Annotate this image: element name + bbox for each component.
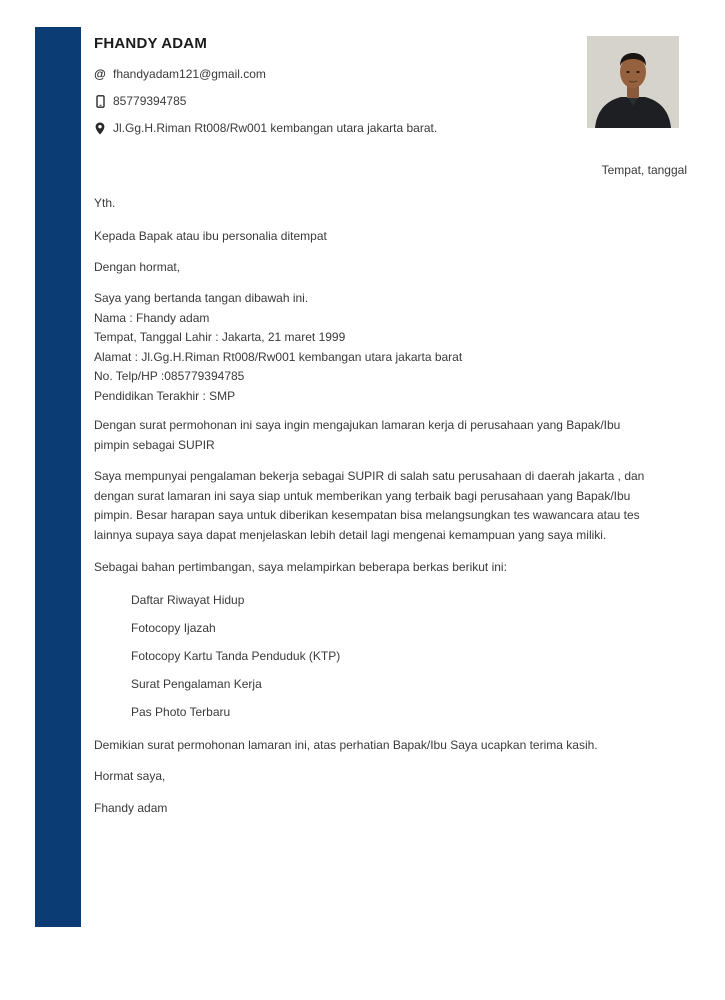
address-row [94,121,437,135]
purpose-paragraph [94,416,694,455]
attachments-intro: Sebagai bahan pertimbangan, saya melampirkan beberapa berkas berikut ini: [94,560,507,574]
phone-row [94,94,186,108]
signature-name: Fhandy adam [94,801,168,815]
detail-name: Nama : Fhandy adam [94,310,210,325]
experience-line: Saya mempunyai pengalaman bekerja sebagai SUPIR di salah satu perusahaan di daerah jakarta , dan [94,469,645,483]
closing-line: Demikian surat permohonan lamaran ini, atas perhatian Bapak/Ibu Saya ucapkan terima kasih. [94,738,598,752]
email-text: fhandyadam121@gmail.com [113,67,266,81]
experience-paragraph [94,467,694,545]
phone-text: 85779394785 [113,94,187,108]
sidebar-accent-bar [35,27,81,927]
experience-line: pimpin. Besar harapan saya untuk diberikan kesempatan bisa melangsungkan tes wawancara atau tes [94,508,640,522]
location-pin-icon [94,121,106,135]
email-row [94,67,266,81]
greeting: Dengan hormat, [94,260,181,274]
detail-address: Alamat : Jl.Gg.H.Riman Rt008/Rw001 kembangan utara jakarta barat [94,349,463,364]
experience-line: lainnya supaya saya dapat menjelaskan lebih detail lagi mengenai kemampuan yang saya miliki. [94,527,607,542]
applicant-name: FHANDY ADAM [94,35,208,52]
attachment-item: Pas Photo Terbaru [131,705,231,719]
detail-birth: Tempat, Tanggal Lahir : Jakarta, 21 maret 1999 [94,330,346,344]
attachment-item: Surat Pengalaman Kerja [131,677,262,691]
salutation-yth: Yth. [94,196,116,210]
personal-details-block [94,289,694,406]
purpose-line: Dengan surat permohonan ini saya ingin mengajukan lamaran kerja di perusahaan yang Bapak/Ibu [94,418,621,432]
profile-photo [587,36,679,128]
recipient-line: Kepada Bapak atau ibu personalia ditempat [94,229,327,243]
phone-icon [94,94,106,108]
regards: Hormat saya, [94,769,166,783]
address-text: Jl.Gg.H.Riman Rt008/Rw001 kembangan utara jakarta barat. [113,121,438,135]
experience-line: dengan surat lamaran ini saya siap untuk memberikan yang terbaik bagi perusahaan yang Bapak/Ibu [94,488,631,503]
detail-education: Pendidikan Terakhir : SMP [94,388,236,403]
detail-phone: No. Telp/HP :085779394785 [94,369,245,383]
purpose-line: pimpin sebagai SUPIR [94,437,215,452]
place-date: Tempat, tanggal [601,163,687,177]
intro-line: Saya yang bertanda tangan dibawah ini. [94,291,309,305]
attachment-item: Fotocopy Ijazah [131,621,216,635]
attachment-item: Fotocopy Kartu Tanda Penduduk (KTP) [131,649,341,663]
attachment-item: Daftar Riwayat Hidup [131,593,245,607]
at-icon: @ [94,67,106,81]
